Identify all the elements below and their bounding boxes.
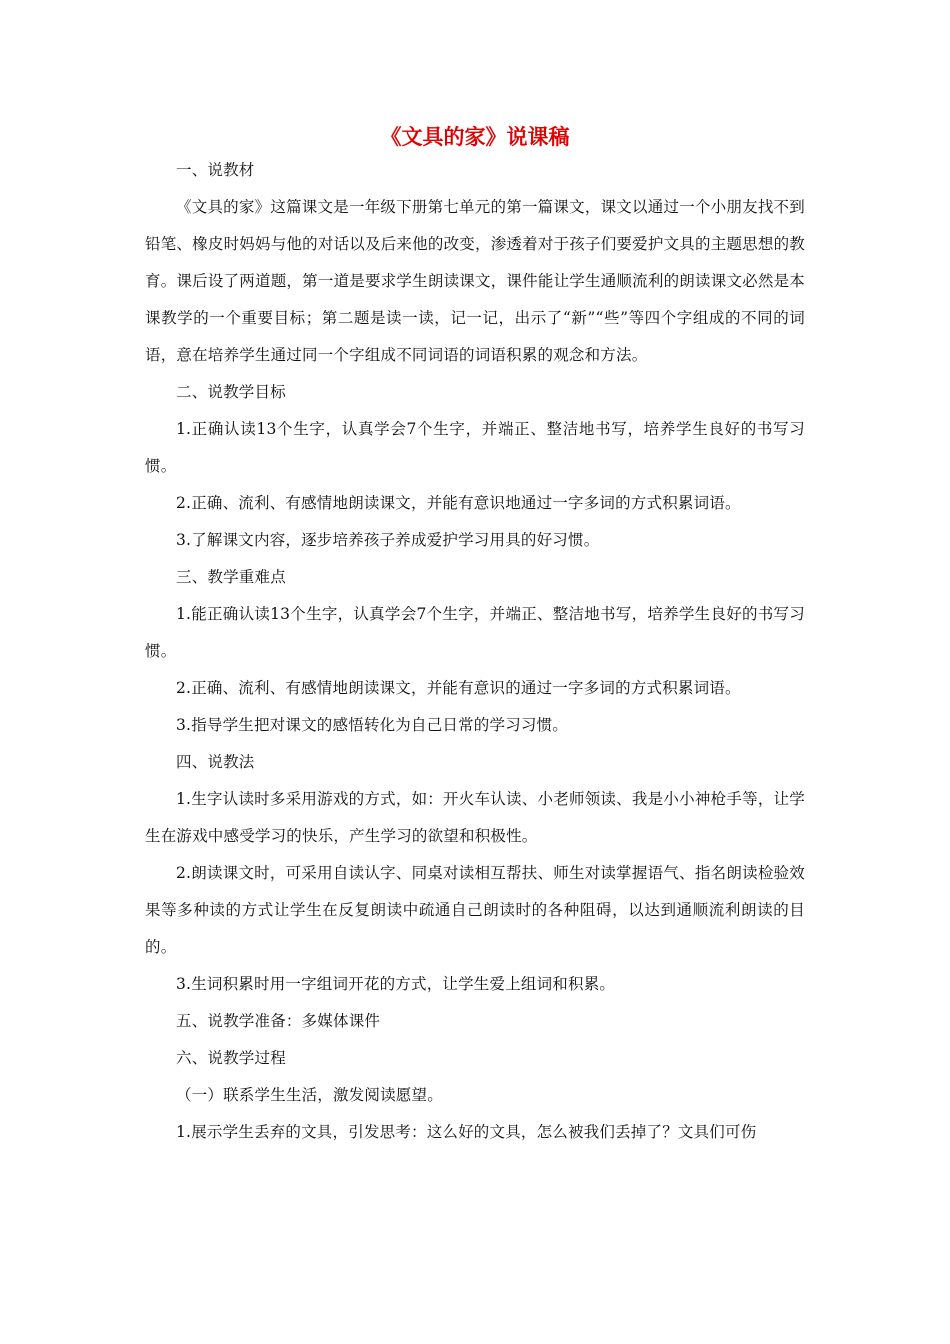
document-title: 《文具的家》说课稿 xyxy=(380,125,570,149)
key-point-item-2: 2.正确、流利、有感情地朗读课文，并能有意识的通过一字多词的方式积累词语。 xyxy=(176,679,741,697)
section-heading-preparation: 五、说教学准备：多媒体课件 xyxy=(176,1012,381,1030)
section-heading-process: 六、说教学过程 xyxy=(176,1049,286,1067)
method-item-2: 2.朗读课文时，可采用自读认字、同桌对读相互帮扶、师生对读掌握语气、指名朗读检验效果等多种读的方式让学生在反复朗读中疏通自己朗读时的各种阻碍，以达到通顺流利朗读的目的。 xyxy=(145,864,805,956)
method-item-3: 3.生词积累时用一字组词开花的方式，让学生爱上组词和积累。 xyxy=(176,975,616,993)
goal-item-1: 1.正确认读13个生字，认真学会7个生字，并端正、整洁地书写，培养学生良好的书写习惯。 xyxy=(145,420,805,475)
method-item-1: 1.生字认读时多采用游戏的方式，如：开火车认读、小老师领读、我是小小神枪手等，让学生在游戏中感受学习的快乐，产生学习的欲望和积极性。 xyxy=(145,790,805,845)
section-heading-key-points: 三、教学重难点 xyxy=(176,568,286,586)
paragraph-textbook: 《文具的家》这篇课文是一年级下册第七单元的第一篇课文，课文以通过一个小朋友找不到铅笔、橡皮时妈妈与他的对话以及后来他的改变，渗透着对于孩子们要爱护文具的主题思想的教育。课后设了两道题，第一道是要求学生朗读课文，课件能让学生通顺流利的朗读课文必然是本课教学的一个重要目标；第二题是读一读，记一记，出示了“新”“些”等四个字组成的不同的词语，意在培养学生通过同一个字组成不同词语的词语积累的观念和方法。 xyxy=(145,198,805,364)
key-point-item-1: 1.能正确认读13个生字，认真学会7个生字，并端正、整洁地书写，培养学生良好的书写习惯。 xyxy=(145,605,805,660)
document-body xyxy=(145,152,805,1151)
process-item-1: 1.展示学生丢弃的文具，引发思考：这么好的文具，怎么被我们丢掉了？文具们可伤 xyxy=(176,1123,757,1141)
section-heading-goals: 二、说教学目标 xyxy=(176,383,286,401)
section-heading-methods: 四、说教法 xyxy=(176,753,255,771)
section-heading-textbook: 一、说教材 xyxy=(176,161,255,179)
goal-item-2: 2.正确、流利、有感情地朗读课文，并能有意识地通过一字多词的方式积累词语。 xyxy=(176,494,741,512)
goal-item-3: 3.了解课文内容，逐步培养孩子养成爱护学习用具的好习惯。 xyxy=(176,531,600,549)
key-point-item-3: 3.指导学生把对课文的感悟转化为自己日常的学习习惯。 xyxy=(176,716,568,734)
process-subheading-1: （一）联系学生生活，激发阅读愿望。 xyxy=(176,1086,443,1104)
